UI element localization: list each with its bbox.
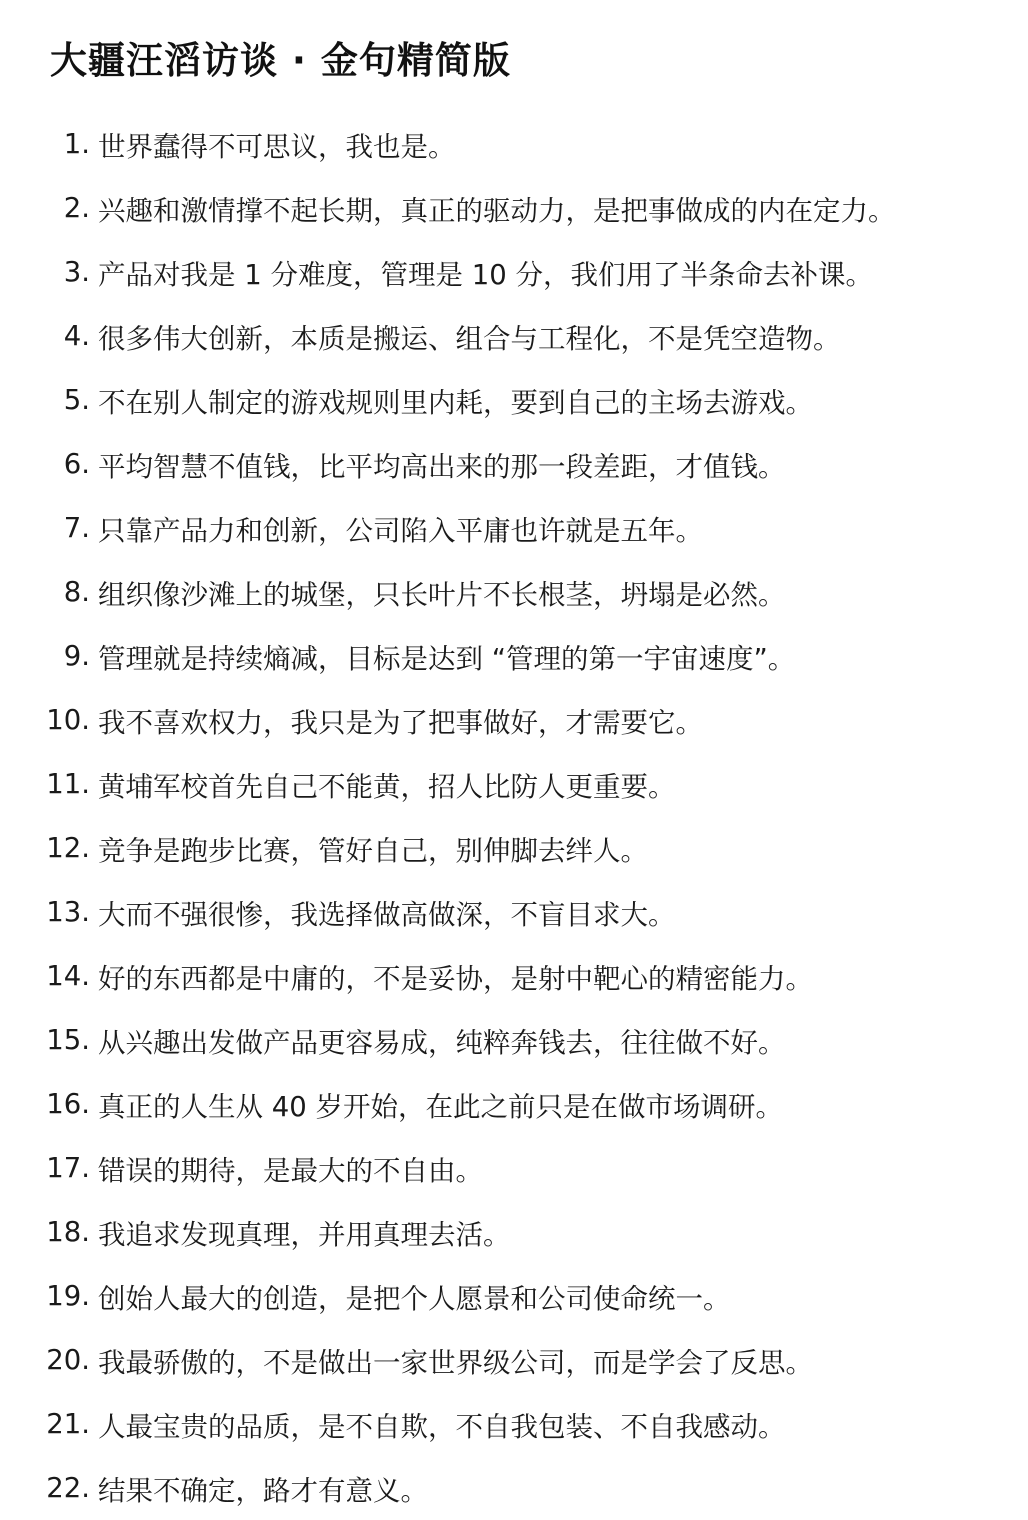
quote-item	[0, 752, 1028, 816]
quote-number: 9.	[63, 640, 90, 672]
quote-item	[0, 1264, 1028, 1328]
quote-item	[0, 176, 1028, 240]
quote-item	[0, 688, 1028, 752]
quote-text: 世界蠢得不可思议，我也是。	[98, 131, 456, 163]
quote-item	[0, 624, 1028, 688]
quote-number: 12.	[46, 832, 90, 864]
quote-number: 19.	[46, 1280, 90, 1312]
quote-text: 不在别人制定的游戏规则里内耗，要到自己的主场去游戏。	[98, 387, 813, 419]
quote-number: 21.	[46, 1408, 90, 1440]
quote-list	[0, 112, 1028, 1520]
quote-text: 竞争是跑步比赛，管好自己，别伸脚去绊人。	[98, 835, 648, 867]
quote-text: 好的东西都是中庸的，不是妥协，是射中靶心的精密能力。	[98, 963, 813, 995]
quote-number: 17.	[46, 1152, 90, 1184]
quote-number: 16.	[46, 1088, 90, 1120]
quote-text: 真正的人生从 40 岁开始，在此之前只是在做市场调研。	[98, 1091, 783, 1123]
quote-item	[0, 880, 1028, 944]
quote-text: 我不喜欢权力，我只是为了把事做好，才需要它。	[98, 707, 703, 739]
quote-item	[0, 1136, 1028, 1200]
quote-number: 3.	[63, 256, 90, 288]
quote-item	[0, 1072, 1028, 1136]
quote-text: 管理就是持续熵减，目标是达到 “管理的第一宇宙速度”。	[98, 643, 796, 675]
quote-number: 5.	[63, 384, 90, 416]
quote-text: 结果不确定，路才有意义。	[98, 1475, 428, 1507]
quote-number: 1.	[63, 128, 90, 160]
quote-item	[0, 1456, 1028, 1520]
quote-number: 11.	[46, 768, 90, 800]
quote-number: 18.	[46, 1216, 90, 1248]
quote-item	[0, 112, 1028, 176]
quote-text: 我追求发现真理，并用真理去活。	[98, 1219, 511, 1251]
quote-item	[0, 368, 1028, 432]
quote-item	[0, 432, 1028, 496]
quote-number: 20.	[46, 1344, 90, 1376]
quote-text: 很多伟大创新，本质是搬运、组合与工程化，不是凭空造物。	[98, 323, 841, 355]
quote-item	[0, 560, 1028, 624]
quote-text: 兴趣和激情撑不起长期，真正的驱动力，是把事做成的内在定力。	[98, 195, 896, 227]
quote-text: 平均智慧不值钱，比平均高出来的那一段差距，才值钱。	[98, 451, 786, 483]
quote-item	[0, 1200, 1028, 1264]
quote-item	[0, 240, 1028, 304]
quote-text: 产品对我是 1 分难度，管理是 10 分，我们用了半条命去补课。	[98, 259, 873, 291]
quote-text: 创始人最大的创造，是把个人愿景和公司使命统一。	[98, 1283, 731, 1315]
quote-number: 4.	[63, 320, 90, 352]
quote-text: 人最宝贵的品质，是不自欺，不自我包装、不自我感动。	[98, 1411, 786, 1443]
quote-item	[0, 944, 1028, 1008]
quote-number: 2.	[63, 192, 90, 224]
quote-text: 错误的期待，是最大的不自由。	[98, 1155, 483, 1187]
quote-number: 22.	[46, 1472, 90, 1504]
quote-item	[0, 1328, 1028, 1392]
quote-number: 7.	[63, 512, 90, 544]
quote-text: 我最骄傲的，不是做出一家世界级公司，而是学会了反思。	[98, 1347, 813, 1379]
quote-item	[0, 1392, 1028, 1456]
quote-item	[0, 304, 1028, 368]
quote-text: 从兴趣出发做产品更容易成，纯粹奔钱去，往往做不好。	[98, 1027, 786, 1059]
quote-number: 10.	[46, 704, 90, 736]
quote-number: 13.	[46, 896, 90, 928]
quote-item	[0, 816, 1028, 880]
quote-text: 大而不强很惨，我选择做高做深，不盲目求大。	[98, 899, 676, 931]
quote-text: 组织像沙滩上的城堡，只长叶片不长根茎，坍塌是必然。	[98, 579, 786, 611]
quote-number: 8.	[63, 576, 90, 608]
page-title: 大疆汪滔访谈 · 金句精简版	[50, 39, 511, 82]
quote-number: 15.	[46, 1024, 90, 1056]
quote-text: 只靠产品力和创新，公司陷入平庸也许就是五年。	[98, 515, 703, 547]
quote-item	[0, 1008, 1028, 1072]
quote-number: 6.	[63, 448, 90, 480]
quote-item	[0, 496, 1028, 560]
quote-number: 14.	[46, 960, 90, 992]
quote-text: 黄埔军校首先自己不能黄，招人比防人更重要。	[98, 771, 676, 803]
